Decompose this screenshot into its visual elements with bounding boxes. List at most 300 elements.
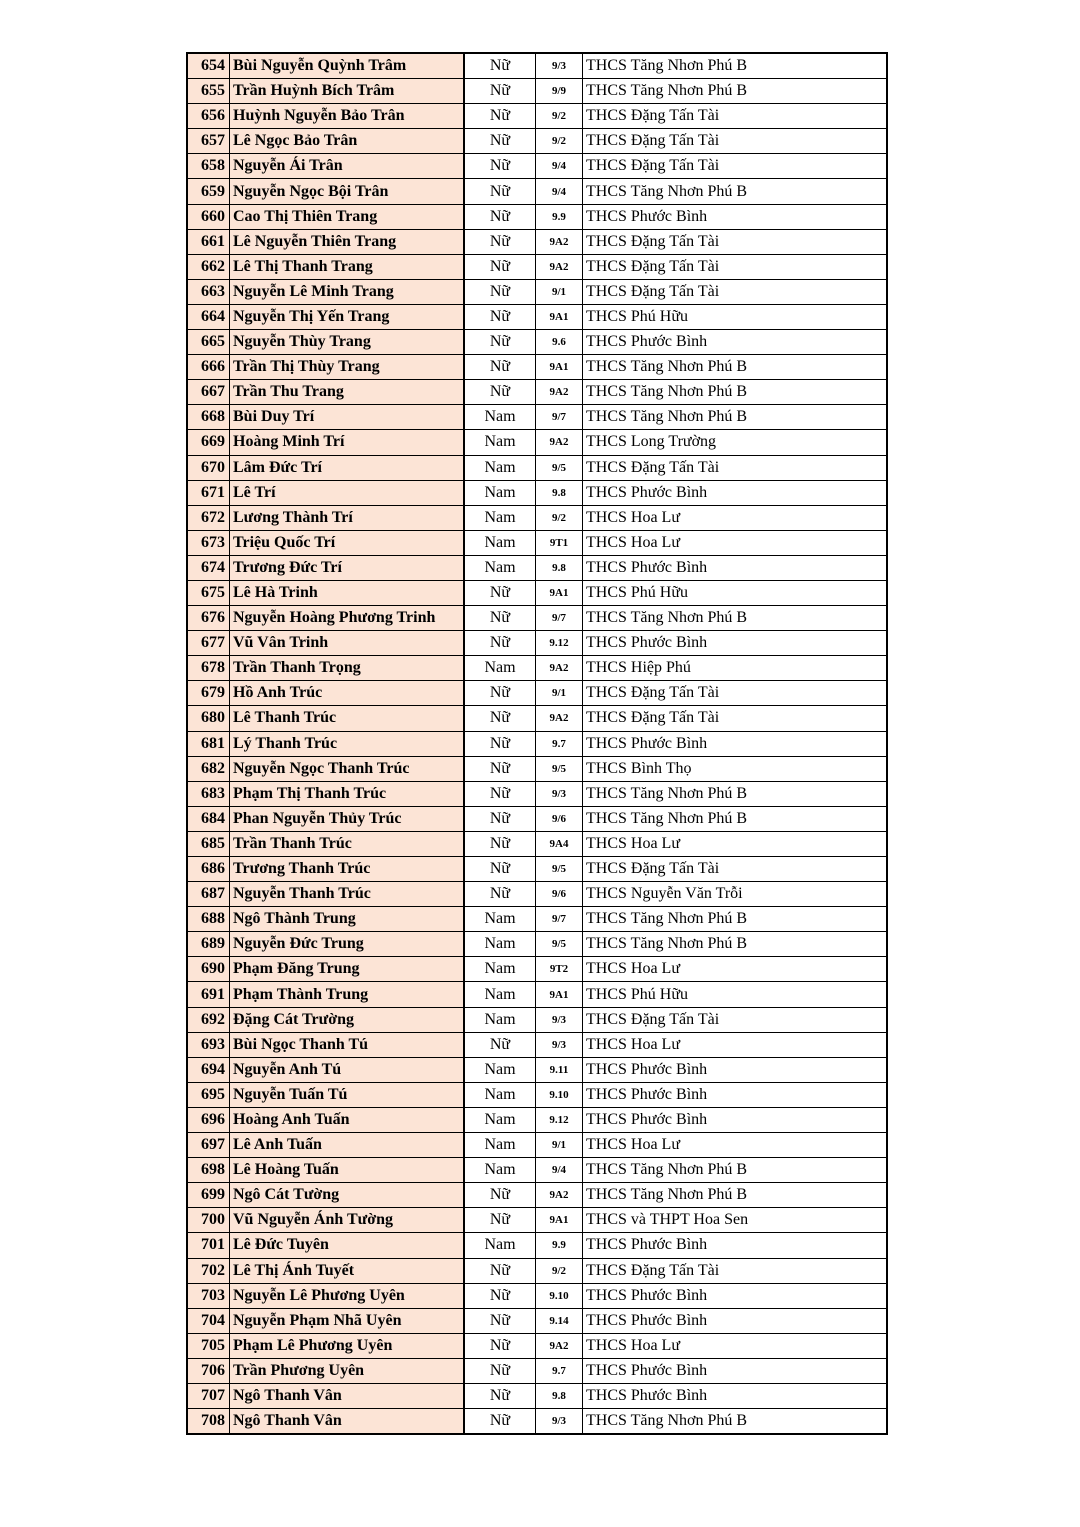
student-name-cell: Cao Thị Thiên Trang: [230, 204, 465, 229]
row-number-cell: 668: [187, 405, 230, 430]
gender-cell: Nam: [464, 405, 536, 430]
gender-cell: Nữ: [464, 580, 536, 605]
gender-cell: Nam: [464, 1107, 536, 1132]
student-name-cell: Nguyễn Lê Phương Uyên: [230, 1283, 465, 1308]
table-row: [187, 530, 887, 555]
school-cell: THCS Tăng Nhơn Phú B: [583, 1409, 888, 1435]
student-name-cell: Lê Thị Thanh Trang: [230, 254, 465, 279]
gender-cell: Nữ: [464, 1032, 536, 1057]
student-name-cell: Phạm Thành Trung: [230, 982, 465, 1007]
class-cell: 9/2: [536, 1258, 583, 1283]
student-name-cell: Ngô Thành Trung: [230, 907, 465, 932]
gender-cell: Nữ: [464, 1409, 536, 1435]
student-name-cell: Nguyễn Lê Minh Trang: [230, 279, 465, 304]
student-name-cell: Nguyễn Thanh Trúc: [230, 882, 465, 907]
table-row: [187, 1383, 887, 1408]
gender-cell: Nữ: [464, 831, 536, 856]
table-row: [187, 1107, 887, 1132]
student-name-cell: Trương Đức Trí: [230, 555, 465, 580]
class-cell: 9/3: [536, 1007, 583, 1032]
row-number-cell: 698: [187, 1158, 230, 1183]
class-cell: 9.8: [536, 1383, 583, 1408]
gender-cell: Nam: [464, 505, 536, 530]
class-cell: 9.6: [536, 330, 583, 355]
table-row: [187, 1233, 887, 1258]
school-cell: THCS Long Trường: [583, 430, 888, 455]
gender-cell: Nữ: [464, 53, 536, 79]
gender-cell: Nữ: [464, 79, 536, 104]
student-name-cell: Phan Nguyễn Thủy Trúc: [230, 806, 465, 831]
gender-cell: Nam: [464, 957, 536, 982]
school-cell: THCS Đặng Tấn Tài: [583, 857, 888, 882]
student-name-cell: Triệu Quốc Trí: [230, 530, 465, 555]
class-cell: 9/4: [536, 154, 583, 179]
row-number-cell: 664: [187, 304, 230, 329]
student-name-cell: Nguyễn Hoàng Phương Trinh: [230, 606, 465, 631]
table-row: [187, 405, 887, 430]
gender-cell: Nam: [464, 1007, 536, 1032]
student-name-cell: Lê Ngọc Bảo Trân: [230, 129, 465, 154]
gender-cell: Nam: [464, 982, 536, 1007]
gender-cell: Nữ: [464, 355, 536, 380]
row-number-cell: 660: [187, 204, 230, 229]
row-number-cell: 692: [187, 1007, 230, 1032]
class-cell: 9A1: [536, 982, 583, 1007]
student-name-cell: Phạm Lê Phương Uyên: [230, 1333, 465, 1358]
gender-cell: Nam: [464, 932, 536, 957]
class-cell: 9A2: [536, 380, 583, 405]
school-cell: THCS Đặng Tấn Tài: [583, 129, 888, 154]
gender-cell: Nữ: [464, 857, 536, 882]
student-name-cell: Ngô Thanh Vân: [230, 1409, 465, 1435]
row-number-cell: 680: [187, 706, 230, 731]
gender-cell: Nữ: [464, 179, 536, 204]
gender-cell: Nữ: [464, 882, 536, 907]
class-cell: 9/7: [536, 907, 583, 932]
student-name-cell: Đặng Cát Trường: [230, 1007, 465, 1032]
school-cell: THCS Bình Thọ: [583, 756, 888, 781]
student-name-cell: Nguyễn Anh Tú: [230, 1057, 465, 1082]
table-row: [187, 154, 887, 179]
row-number-cell: 697: [187, 1133, 230, 1158]
class-cell: 9/4: [536, 179, 583, 204]
row-number-cell: 681: [187, 731, 230, 756]
table-row: [187, 1183, 887, 1208]
row-number-cell: 657: [187, 129, 230, 154]
table-row: [187, 580, 887, 605]
student-name-cell: Nguyễn Ái Trân: [230, 154, 465, 179]
class-cell: 9/6: [536, 806, 583, 831]
gender-cell: Nữ: [464, 1358, 536, 1383]
gender-cell: Nữ: [464, 104, 536, 129]
school-cell: THCS Đặng Tấn Tài: [583, 154, 888, 179]
row-number-cell: 700: [187, 1208, 230, 1233]
row-number-cell: 661: [187, 229, 230, 254]
school-cell: THCS Hoa Lư: [583, 505, 888, 530]
table-row: [187, 1283, 887, 1308]
row-number-cell: 693: [187, 1032, 230, 1057]
table-row: [187, 380, 887, 405]
school-cell: THCS Phước Bình: [583, 1233, 888, 1258]
school-cell: THCS Tăng Nhơn Phú B: [583, 355, 888, 380]
school-cell: THCS Tăng Nhơn Phú B: [583, 781, 888, 806]
class-cell: 9/2: [536, 104, 583, 129]
school-cell: THCS Phước Bình: [583, 1057, 888, 1082]
table-row: [187, 430, 887, 455]
student-name-cell: Hoàng Minh Trí: [230, 430, 465, 455]
class-cell: 9/1: [536, 1133, 583, 1158]
student-name-cell: Trần Thanh Trúc: [230, 831, 465, 856]
table-row: [187, 756, 887, 781]
row-number-cell: 705: [187, 1333, 230, 1358]
table-row: [187, 480, 887, 505]
table-row: [187, 982, 887, 1007]
school-cell: THCS Tăng Nhơn Phú B: [583, 932, 888, 957]
table-row: [187, 505, 887, 530]
class-cell: 9A4: [536, 831, 583, 856]
row-number-cell: 707: [187, 1383, 230, 1408]
table-row: [187, 254, 887, 279]
school-cell: THCS Phước Bình: [583, 1358, 888, 1383]
row-number-cell: 665: [187, 330, 230, 355]
table-row: [187, 606, 887, 631]
table-row: [187, 706, 887, 731]
class-cell: 9A2: [536, 254, 583, 279]
row-number-cell: 691: [187, 982, 230, 1007]
class-cell: 9.9: [536, 204, 583, 229]
school-cell: THCS Đặng Tấn Tài: [583, 279, 888, 304]
gender-cell: Nữ: [464, 706, 536, 731]
student-name-cell: Nguyễn Ngọc Thanh Trúc: [230, 756, 465, 781]
school-cell: THCS Tăng Nhơn Phú B: [583, 179, 888, 204]
gender-cell: Nữ: [464, 154, 536, 179]
row-number-cell: 656: [187, 104, 230, 129]
school-cell: THCS Đặng Tấn Tài: [583, 254, 888, 279]
row-number-cell: 704: [187, 1308, 230, 1333]
class-cell: 9A1: [536, 304, 583, 329]
gender-cell: Nam: [464, 1158, 536, 1183]
table-row: [187, 304, 887, 329]
row-number-cell: 669: [187, 430, 230, 455]
table-row: [187, 355, 887, 380]
table-row: [187, 656, 887, 681]
table-row: [187, 1258, 887, 1283]
student-name-cell: Lý Thanh Trúc: [230, 731, 465, 756]
class-cell: 9/9: [536, 79, 583, 104]
gender-cell: Nữ: [464, 781, 536, 806]
student-name-cell: Lê Đức Tuyên: [230, 1233, 465, 1258]
row-number-cell: 708: [187, 1409, 230, 1435]
student-table-body: [187, 53, 887, 1434]
class-cell: 9.9: [536, 1233, 583, 1258]
gender-cell: Nữ: [464, 1183, 536, 1208]
student-name-cell: Ngô Thanh Vân: [230, 1383, 465, 1408]
school-cell: THCS Đặng Tấn Tài: [583, 1007, 888, 1032]
table-row: [187, 957, 887, 982]
student-name-cell: Vũ Vân Trinh: [230, 631, 465, 656]
row-number-cell: 675: [187, 580, 230, 605]
school-cell: THCS Đặng Tấn Tài: [583, 706, 888, 731]
row-number-cell: 682: [187, 756, 230, 781]
school-cell: THCS Phước Bình: [583, 1283, 888, 1308]
gender-cell: Nữ: [464, 1333, 536, 1358]
class-cell: 9A1: [536, 355, 583, 380]
student-name-cell: Lê Thị Ánh Tuyết: [230, 1258, 465, 1283]
gender-cell: Nam: [464, 555, 536, 580]
gender-cell: Nữ: [464, 681, 536, 706]
table-row: [187, 555, 887, 580]
gender-cell: Nữ: [464, 330, 536, 355]
class-cell: 9.7: [536, 1358, 583, 1383]
table-row: [187, 1333, 887, 1358]
row-number-cell: 676: [187, 606, 230, 631]
table-row: [187, 932, 887, 957]
table-row: [187, 455, 887, 480]
table-row: [187, 1409, 887, 1435]
row-number-cell: 683: [187, 781, 230, 806]
school-cell: THCS Phú Hữu: [583, 982, 888, 1007]
gender-cell: Nữ: [464, 731, 536, 756]
table-row: [187, 1082, 887, 1107]
school-cell: THCS Phú Hữu: [583, 580, 888, 605]
table-row: [187, 681, 887, 706]
gender-cell: Nữ: [464, 129, 536, 154]
school-cell: THCS Phước Bình: [583, 1308, 888, 1333]
table-row: [187, 1358, 887, 1383]
class-cell: 9/5: [536, 932, 583, 957]
row-number-cell: 655: [187, 79, 230, 104]
class-cell: 9/5: [536, 756, 583, 781]
class-cell: 9/2: [536, 129, 583, 154]
table-row: [187, 1007, 887, 1032]
school-cell: THCS Hoa Lư: [583, 831, 888, 856]
table-row: [187, 831, 887, 856]
student-name-cell: Lương Thành Trí: [230, 505, 465, 530]
gender-cell: Nữ: [464, 1383, 536, 1408]
row-number-cell: 654: [187, 53, 230, 79]
gender-cell: Nam: [464, 480, 536, 505]
school-cell: THCS Đặng Tấn Tài: [583, 104, 888, 129]
gender-cell: Nữ: [464, 1308, 536, 1333]
student-name-cell: Huỳnh Nguyễn Bảo Trân: [230, 104, 465, 129]
class-cell: 9/1: [536, 279, 583, 304]
student-name-cell: Hoàng Anh Tuấn: [230, 1107, 465, 1132]
class-cell: 9/7: [536, 606, 583, 631]
school-cell: THCS Hoa Lư: [583, 1333, 888, 1358]
school-cell: THCS Hoa Lư: [583, 530, 888, 555]
class-cell: 9.11: [536, 1057, 583, 1082]
table-row: [187, 1208, 887, 1233]
class-cell: 9.8: [536, 480, 583, 505]
class-cell: 9A2: [536, 430, 583, 455]
gender-cell: Nữ: [464, 304, 536, 329]
gender-cell: Nam: [464, 907, 536, 932]
gender-cell: Nữ: [464, 1208, 536, 1233]
school-cell: THCS Tăng Nhơn Phú B: [583, 806, 888, 831]
class-cell: 9/3: [536, 1409, 583, 1435]
student-name-cell: Phạm Đăng Trung: [230, 957, 465, 982]
student-name-cell: Trần Thu Trang: [230, 380, 465, 405]
gender-cell: Nam: [464, 430, 536, 455]
school-cell: THCS Phước Bình: [583, 204, 888, 229]
table-row: [187, 806, 887, 831]
gender-cell: Nam: [464, 455, 536, 480]
row-number-cell: 659: [187, 179, 230, 204]
class-cell: 9/3: [536, 781, 583, 806]
table-row: [187, 104, 887, 129]
student-name-cell: Phạm Thị Thanh Trúc: [230, 781, 465, 806]
student-name-cell: Lê Hà Trinh: [230, 580, 465, 605]
school-cell: THCS Hoa Lư: [583, 1032, 888, 1057]
student-name-cell: Trần Phương Uyên: [230, 1358, 465, 1383]
student-name-cell: Lê Trí: [230, 480, 465, 505]
row-number-cell: 696: [187, 1107, 230, 1132]
row-number-cell: 674: [187, 555, 230, 580]
table-row: [187, 129, 887, 154]
class-cell: 9/3: [536, 53, 583, 79]
row-number-cell: 684: [187, 806, 230, 831]
row-number-cell: 689: [187, 932, 230, 957]
table-row: [187, 179, 887, 204]
student-name-cell: Trần Thị Thùy Trang: [230, 355, 465, 380]
school-cell: THCS Phước Bình: [583, 1383, 888, 1408]
school-cell: THCS Phước Bình: [583, 1082, 888, 1107]
school-cell: THCS Tăng Nhơn Phú B: [583, 1183, 888, 1208]
row-number-cell: 688: [187, 907, 230, 932]
class-cell: 9.10: [536, 1082, 583, 1107]
row-number-cell: 678: [187, 656, 230, 681]
table-row: [187, 781, 887, 806]
school-cell: THCS Tăng Nhơn Phú B: [583, 380, 888, 405]
student-name-cell: Lâm Đức Trí: [230, 455, 465, 480]
student-name-cell: Lê Hoàng Tuấn: [230, 1158, 465, 1183]
class-cell: 9/3: [536, 1032, 583, 1057]
school-cell: THCS Phước Bình: [583, 330, 888, 355]
school-cell: THCS Nguyễn Văn Trỗi: [583, 882, 888, 907]
row-number-cell: 701: [187, 1233, 230, 1258]
student-name-cell: Nguyễn Thùy Trang: [230, 330, 465, 355]
class-cell: 9.10: [536, 1283, 583, 1308]
student-name-cell: Nguyễn Tuấn Tú: [230, 1082, 465, 1107]
school-cell: THCS Đặng Tấn Tài: [583, 229, 888, 254]
table-row: [187, 882, 887, 907]
table-row: [187, 1133, 887, 1158]
student-name-cell: Nguyễn Ngọc Bội Trân: [230, 179, 465, 204]
school-cell: THCS Tăng Nhơn Phú B: [583, 907, 888, 932]
student-name-cell: Bùi Ngọc Thanh Tú: [230, 1032, 465, 1057]
table-row: [187, 731, 887, 756]
school-cell: THCS Đặng Tấn Tài: [583, 681, 888, 706]
gender-cell: Nam: [464, 1133, 536, 1158]
student-name-cell: Vũ Nguyễn Ánh Tường: [230, 1208, 465, 1233]
school-cell: THCS Tăng Nhơn Phú B: [583, 53, 888, 79]
gender-cell: Nữ: [464, 606, 536, 631]
student-name-cell: Trần Thanh Trọng: [230, 656, 465, 681]
school-cell: THCS Phú Hữu: [583, 304, 888, 329]
row-number-cell: 671: [187, 480, 230, 505]
gender-cell: Nữ: [464, 1283, 536, 1308]
student-name-cell: Lê Thanh Trúc: [230, 706, 465, 731]
class-cell: 9T1: [536, 530, 583, 555]
class-cell: 9/2: [536, 505, 583, 530]
row-number-cell: 687: [187, 882, 230, 907]
table-row: [187, 330, 887, 355]
class-cell: 9A2: [536, 656, 583, 681]
row-number-cell: 673: [187, 530, 230, 555]
student-name-cell: Lê Nguyễn Thiên Trang: [230, 229, 465, 254]
gender-cell: Nữ: [464, 1258, 536, 1283]
gender-cell: Nữ: [464, 380, 536, 405]
row-number-cell: 672: [187, 505, 230, 530]
school-cell: THCS Tăng Nhơn Phú B: [583, 405, 888, 430]
class-cell: 9/1: [536, 681, 583, 706]
table-row: [187, 907, 887, 932]
table-row: [187, 279, 887, 304]
gender-cell: Nữ: [464, 204, 536, 229]
class-cell: 9/5: [536, 455, 583, 480]
school-cell: THCS Tăng Nhơn Phú B: [583, 1158, 888, 1183]
row-number-cell: 695: [187, 1082, 230, 1107]
school-cell: THCS và THPT Hoa Sen: [583, 1208, 888, 1233]
gender-cell: Nữ: [464, 756, 536, 781]
class-cell: 9/4: [536, 1158, 583, 1183]
student-name-cell: Trần Huỳnh Bích Trâm: [230, 79, 465, 104]
gender-cell: Nữ: [464, 279, 536, 304]
row-number-cell: 666: [187, 355, 230, 380]
class-cell: 9/7: [536, 405, 583, 430]
row-number-cell: 667: [187, 380, 230, 405]
gender-cell: Nữ: [464, 631, 536, 656]
class-cell: 9A2: [536, 1333, 583, 1358]
gender-cell: Nam: [464, 1233, 536, 1258]
row-number-cell: 662: [187, 254, 230, 279]
student-name-cell: Lê Anh Tuấn: [230, 1133, 465, 1158]
school-cell: THCS Hiệp Phú: [583, 656, 888, 681]
student-name-cell: Nguyễn Thị Yến Trang: [230, 304, 465, 329]
school-cell: THCS Đặng Tấn Tài: [583, 1258, 888, 1283]
gender-cell: Nam: [464, 656, 536, 681]
school-cell: THCS Phước Bình: [583, 1107, 888, 1132]
student-table: [186, 52, 888, 1435]
student-name-cell: Hồ Anh Trúc: [230, 681, 465, 706]
row-number-cell: 706: [187, 1358, 230, 1383]
class-cell: 9.8: [536, 555, 583, 580]
row-number-cell: 663: [187, 279, 230, 304]
class-cell: 9A2: [536, 706, 583, 731]
class-cell: 9.7: [536, 731, 583, 756]
row-number-cell: 670: [187, 455, 230, 480]
student-name-cell: Nguyễn Phạm Nhã Uyên: [230, 1308, 465, 1333]
table-row: [187, 631, 887, 656]
gender-cell: Nữ: [464, 254, 536, 279]
table-row: [187, 53, 887, 79]
table-row: [187, 1057, 887, 1082]
student-name-cell: Bùi Duy Trí: [230, 405, 465, 430]
table-row: [187, 1158, 887, 1183]
gender-cell: Nữ: [464, 806, 536, 831]
school-cell: THCS Tăng Nhơn Phú B: [583, 606, 888, 631]
gender-cell: Nam: [464, 530, 536, 555]
school-cell: THCS Phước Bình: [583, 555, 888, 580]
school-cell: THCS Phước Bình: [583, 631, 888, 656]
gender-cell: Nữ: [464, 229, 536, 254]
row-number-cell: 703: [187, 1283, 230, 1308]
gender-cell: Nam: [464, 1082, 536, 1107]
school-cell: THCS Hoa Lư: [583, 1133, 888, 1158]
table-row: [187, 1032, 887, 1057]
class-cell: 9A2: [536, 1183, 583, 1208]
class-cell: 9/6: [536, 882, 583, 907]
